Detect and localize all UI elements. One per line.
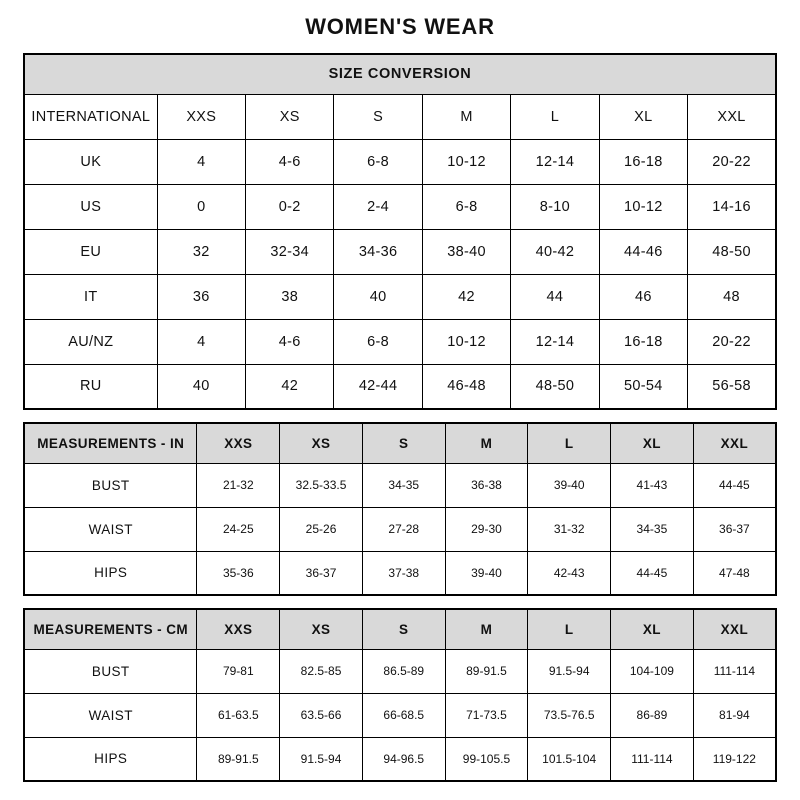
table-header-row bbox=[24, 609, 776, 649]
size-cell: 46-48 bbox=[422, 364, 510, 409]
col-header-xxl: XXL bbox=[688, 94, 776, 139]
size-cell: 12-14 bbox=[511, 139, 599, 184]
col-header-xxs: XXS bbox=[157, 94, 245, 139]
measurement-cell: 41-43 bbox=[611, 463, 694, 507]
measurement-cell: 44-45 bbox=[693, 463, 776, 507]
measurement-cell: 21-32 bbox=[197, 463, 280, 507]
measurement-cell: 37-38 bbox=[362, 551, 445, 595]
row-label: HIPS bbox=[24, 737, 197, 781]
measurements-cm-table bbox=[23, 608, 777, 782]
measurement-cell: 34-35 bbox=[611, 507, 694, 551]
measurement-cell: 79-81 bbox=[197, 649, 280, 693]
measurement-cell: 39-40 bbox=[528, 463, 611, 507]
size-cell: 42 bbox=[246, 364, 334, 409]
measurement-cell: 111-114 bbox=[611, 737, 694, 781]
size-cell: 46 bbox=[599, 274, 687, 319]
measurement-cell: 119-122 bbox=[693, 737, 776, 781]
measurement-cell: 25-26 bbox=[280, 507, 363, 551]
table-row-eu bbox=[24, 229, 776, 274]
col-header-xs: XS bbox=[280, 423, 363, 463]
measurement-cell: 36-37 bbox=[693, 507, 776, 551]
measurement-cell: 36-37 bbox=[280, 551, 363, 595]
row-label: IT bbox=[24, 274, 157, 319]
measurement-cell: 91.5-94 bbox=[280, 737, 363, 781]
measurement-cell: 86.5-89 bbox=[362, 649, 445, 693]
size-cell: 44 bbox=[511, 274, 599, 319]
measurements-cm-title: MEASUREMENTS - CM bbox=[24, 609, 197, 649]
size-cell: 50-54 bbox=[599, 364, 687, 409]
measurement-cell: 63.5-66 bbox=[280, 693, 363, 737]
measurement-cell: 24-25 bbox=[197, 507, 280, 551]
col-header-m: M bbox=[445, 423, 528, 463]
measurement-cell: 35-36 bbox=[197, 551, 280, 595]
row-label: HIPS bbox=[24, 551, 197, 595]
measurement-cell: 101.5-104 bbox=[528, 737, 611, 781]
size-cell: 44-46 bbox=[599, 229, 687, 274]
measurements-in-table bbox=[23, 422, 777, 596]
measurement-cell: 89-91.5 bbox=[197, 737, 280, 781]
col-header-international: INTERNATIONAL bbox=[24, 94, 157, 139]
col-header-xxl: XXL bbox=[693, 423, 776, 463]
size-conversion-table bbox=[23, 53, 777, 410]
size-cell: 32-34 bbox=[246, 229, 334, 274]
col-header-s: S bbox=[362, 609, 445, 649]
col-header-l: L bbox=[528, 609, 611, 649]
row-label: AU/NZ bbox=[24, 319, 157, 364]
measurement-cell: 39-40 bbox=[445, 551, 528, 595]
table-row-waist bbox=[24, 507, 776, 551]
col-header-xxs: XXS bbox=[197, 423, 280, 463]
row-label: RU bbox=[24, 364, 157, 409]
table-row-ru bbox=[24, 364, 776, 409]
measurement-cell: 36-38 bbox=[445, 463, 528, 507]
col-header-l: L bbox=[511, 94, 599, 139]
size-cell: 20-22 bbox=[688, 139, 776, 184]
col-header-xl: XL bbox=[611, 609, 694, 649]
measurement-cell: 81-94 bbox=[693, 693, 776, 737]
measurement-cell: 34-35 bbox=[362, 463, 445, 507]
measurement-cell: 91.5-94 bbox=[528, 649, 611, 693]
measurement-cell: 29-30 bbox=[445, 507, 528, 551]
size-cell: 20-22 bbox=[688, 319, 776, 364]
measurement-cell: 71-73.5 bbox=[445, 693, 528, 737]
row-label: BUST bbox=[24, 463, 197, 507]
col-header-xxl: XXL bbox=[693, 609, 776, 649]
size-cell: 36 bbox=[157, 274, 245, 319]
measurement-cell: 73.5-76.5 bbox=[528, 693, 611, 737]
size-cell: 48-50 bbox=[688, 229, 776, 274]
col-header-xl: XL bbox=[599, 94, 687, 139]
measurement-cell: 99-105.5 bbox=[445, 737, 528, 781]
size-cell: 14-16 bbox=[688, 184, 776, 229]
table-row-it bbox=[24, 274, 776, 319]
table-row-hips bbox=[24, 551, 776, 595]
size-cell: 16-18 bbox=[599, 319, 687, 364]
table-header-row bbox=[24, 423, 776, 463]
size-cell: 16-18 bbox=[599, 139, 687, 184]
table-row-uk bbox=[24, 139, 776, 184]
table-row-aunz bbox=[24, 319, 776, 364]
size-cell: 6-8 bbox=[334, 319, 422, 364]
measurement-cell: 32.5-33.5 bbox=[280, 463, 363, 507]
table-row-bust bbox=[24, 463, 776, 507]
size-cell: 6-8 bbox=[334, 139, 422, 184]
size-cell: 40 bbox=[334, 274, 422, 319]
measurement-cell: 61-63.5 bbox=[197, 693, 280, 737]
measurement-cell: 47-48 bbox=[693, 551, 776, 595]
col-header-xxs: XXS bbox=[197, 609, 280, 649]
measurement-cell: 111-114 bbox=[693, 649, 776, 693]
size-cell: 38-40 bbox=[422, 229, 510, 274]
size-cell: 6-8 bbox=[422, 184, 510, 229]
size-cell: 56-58 bbox=[688, 364, 776, 409]
measurement-cell: 104-109 bbox=[611, 649, 694, 693]
size-cell: 10-12 bbox=[422, 319, 510, 364]
size-cell: 34-36 bbox=[334, 229, 422, 274]
size-cell: 48-50 bbox=[511, 364, 599, 409]
measurement-cell: 42-43 bbox=[528, 551, 611, 595]
row-label: UK bbox=[24, 139, 157, 184]
measurement-cell: 27-28 bbox=[362, 507, 445, 551]
size-cell: 4 bbox=[157, 139, 245, 184]
table-title-row bbox=[24, 54, 776, 94]
measurements-in-title: MEASUREMENTS - IN bbox=[24, 423, 197, 463]
size-cell: 4-6 bbox=[246, 139, 334, 184]
col-header-xs: XS bbox=[280, 609, 363, 649]
measurement-cell: 44-45 bbox=[611, 551, 694, 595]
table-row-hips bbox=[24, 737, 776, 781]
table-row-waist bbox=[24, 693, 776, 737]
col-header-s: S bbox=[362, 423, 445, 463]
size-cell: 38 bbox=[246, 274, 334, 319]
col-header-l: L bbox=[528, 423, 611, 463]
size-cell: 42-44 bbox=[334, 364, 422, 409]
measurement-cell: 86-89 bbox=[611, 693, 694, 737]
size-conversion-title: SIZE CONVERSION bbox=[24, 54, 776, 94]
size-cell: 32 bbox=[157, 229, 245, 274]
size-cell: 2-4 bbox=[334, 184, 422, 229]
page-title: WOMEN'S WEAR bbox=[305, 14, 495, 39]
table-header-row bbox=[24, 94, 776, 139]
size-cell: 40-42 bbox=[511, 229, 599, 274]
measurement-cell: 94-96.5 bbox=[362, 737, 445, 781]
size-cell: 42 bbox=[422, 274, 510, 319]
size-cell: 48 bbox=[688, 274, 776, 319]
size-cell: 10-12 bbox=[422, 139, 510, 184]
size-cell: 0-2 bbox=[246, 184, 334, 229]
size-cell: 4-6 bbox=[246, 319, 334, 364]
col-header-s: S bbox=[334, 94, 422, 139]
row-label: WAIST bbox=[24, 507, 197, 551]
size-cell: 40 bbox=[157, 364, 245, 409]
measurement-cell: 31-32 bbox=[528, 507, 611, 551]
row-label: EU bbox=[24, 229, 157, 274]
col-header-m: M bbox=[445, 609, 528, 649]
col-header-xs: XS bbox=[246, 94, 334, 139]
measurement-cell: 89-91.5 bbox=[445, 649, 528, 693]
size-cell: 10-12 bbox=[599, 184, 687, 229]
size-cell: 4 bbox=[157, 319, 245, 364]
size-cell: 0 bbox=[157, 184, 245, 229]
size-cell: 12-14 bbox=[511, 319, 599, 364]
table-row-us bbox=[24, 184, 776, 229]
row-label: US bbox=[24, 184, 157, 229]
row-label: BUST bbox=[24, 649, 197, 693]
row-label: WAIST bbox=[24, 693, 197, 737]
size-cell: 8-10 bbox=[511, 184, 599, 229]
table-row-bust bbox=[24, 649, 776, 693]
col-header-xl: XL bbox=[611, 423, 694, 463]
measurement-cell: 82.5-85 bbox=[280, 649, 363, 693]
measurement-cell: 66-68.5 bbox=[362, 693, 445, 737]
col-header-m: M bbox=[422, 94, 510, 139]
